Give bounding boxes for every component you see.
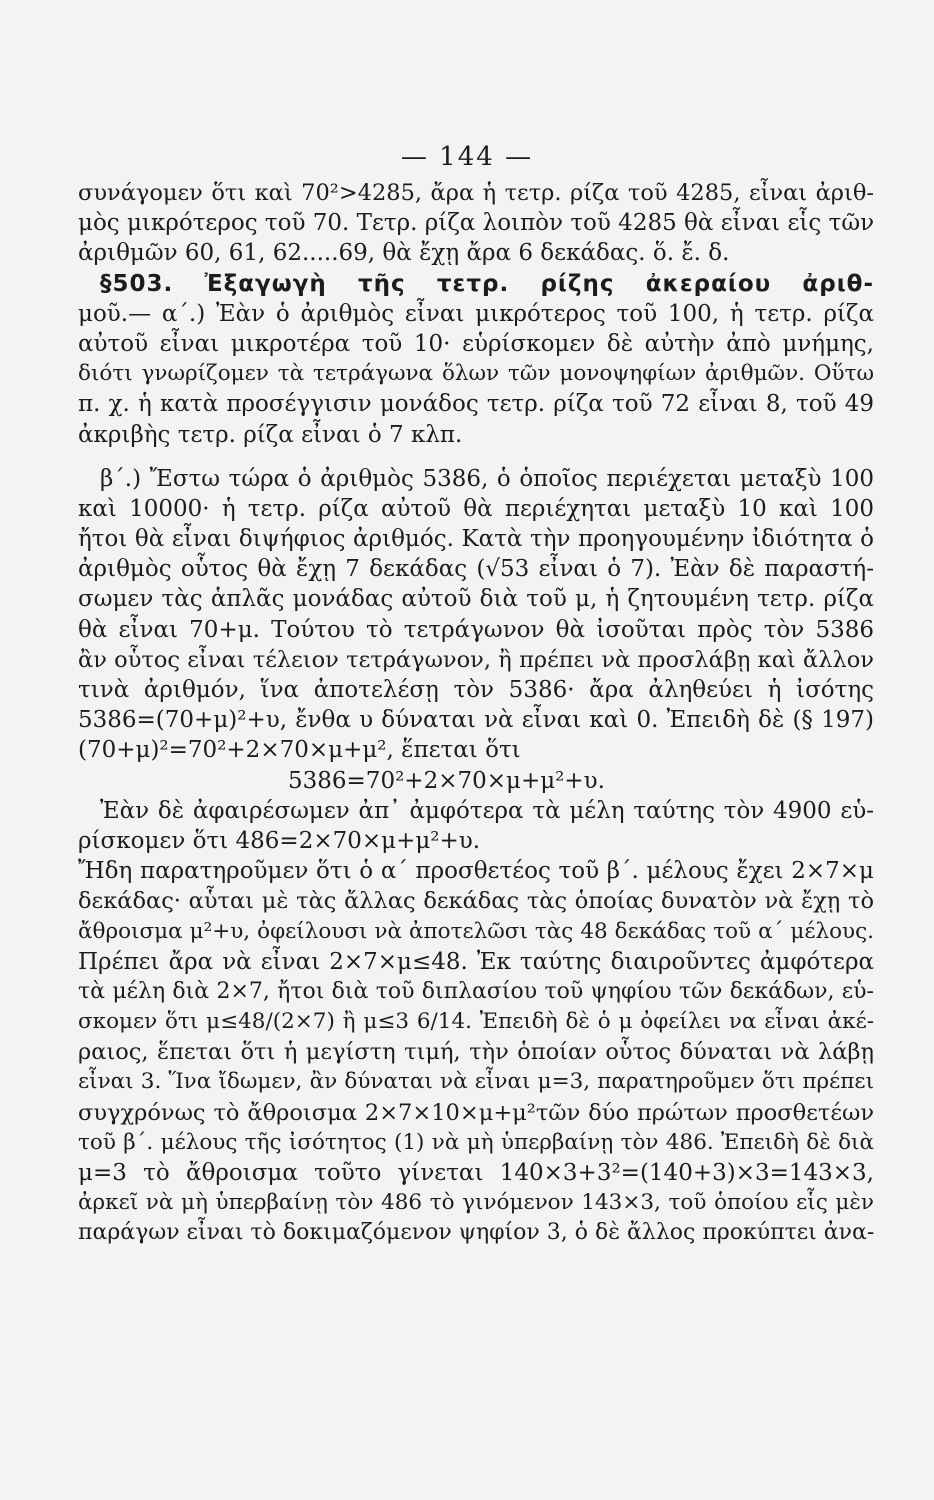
text-line: μοῦ.— α΄.) Ἐὰν ὁ ἀριθμὸς εἶναι μικρότερος τοῦ 100, ἡ τετρ. ρίζα bbox=[78, 300, 874, 327]
text-line: συνάγομεν ὅτι καὶ 70²>4285, ἄρα ἡ τετρ. ρίζα τοῦ 4285, εἶναι ἀριθ- bbox=[78, 180, 874, 206]
text-line: ἀριθμῶν 60, 61, 62.....69, θὰ ἔχῃ ἄρα 6 δεκάδας. ὅ. ἔ. δ. bbox=[78, 240, 730, 267]
text-line: διότι γνωρίζομεν τὰ τετράγωνα ὅλων τῶν μονοψηφίων ἀριθμῶν. Οὕτω bbox=[78, 361, 874, 387]
text-line: καὶ 10000· ἡ τετρ. ρίζα αὐτοῦ θὰ περιέχηται μεταξὺ 10 καὶ 100 bbox=[78, 495, 874, 522]
text-line: π. χ. ἡ κατὰ προσέγγισιν μονάδος τετρ. ρίζα τοῦ 72 εἶναι 8, τοῦ 49 bbox=[78, 391, 874, 418]
text-line: δεκάδας· αὗται μὲ τὰς ἄλλας δεκάδας τὰς ὁποίας δυνατὸν νὰ ἔχῃ τὸ bbox=[78, 888, 874, 915]
text-line: σωμεν τὰς ἁπλᾶς μονάδας αὐτοῦ διὰ τοῦ μ, ἡ ζητουμένη τετρ. ρίζα bbox=[78, 586, 874, 613]
equation-line: ρίσκομεν ὅτι 486=2×70×μ+μ²+υ. bbox=[78, 827, 481, 854]
text-line: θὰ εἶναι 70+μ. Τούτου τὸ τετράγωνον θὰ ἰσοῦται πρὸς τὸν 5386 bbox=[78, 616, 874, 643]
text-line: αὐτοῦ εἶναι μικροτέρα τοῦ 10· εὑρίσκομεν δὲ αὐτὴν ἀπὸ μνήμης, bbox=[78, 330, 874, 357]
text-line: εἶναι 3. Ἵνα ἴδωμεν, ἂν δύναται νὰ εἶναι μ=3, παρατηροῦμεν ὅτι πρέπει bbox=[78, 1069, 874, 1095]
text-line: ραιος, ἕπεται ὅτι ἡ μεγίστη τιμή, τὴν ὁποίαν οὗτος δύναται νὰ λάβῃ bbox=[78, 1039, 874, 1066]
text-line: β΄.) Ἔστω τώρα ὁ ἀριθμὸς 5386, ὁ ὁποῖος περιέχεται μεταξὺ 100 bbox=[100, 465, 874, 492]
text-line: ἄθροισμα μ²+υ, ὀφείλουσι νὰ ἀποτελῶσι τὰς 48 δεκάδας τοῦ α΄ μέλους. bbox=[78, 918, 874, 944]
text-line: Ἐὰν δὲ ἀφαιρέσωμεν ἀπ᾽ ἀμφότερα τὰ μέλη ταύτης τὸν 4900 εὑ- bbox=[100, 797, 874, 824]
text-line: ἂν οὗτος εἶναι τέλειον τετράγωνον, ἢ πρέπει νὰ προσλάβῃ καὶ ἄλλον bbox=[78, 646, 874, 673]
text-line: ἤτοι θὰ εἶναι διψήφιος ἀριθμός. Κατὰ τὴν προηγουμένην ἰδιότητα ὁ bbox=[78, 526, 874, 553]
text-line: 5386=(70+μ)²+υ, ἔνθα υ δύναται νὰ εἶναι καὶ 0. Ἐπειδὴ δὲ (§ 197) bbox=[78, 707, 874, 734]
equation-line: 5386=70²+2×70×μ+μ²+υ. bbox=[288, 767, 605, 794]
text-line: τοῦ β΄. μέλους τῆς ἰσότητος (1) νὰ μὴ ὑπερβαίνῃ τὸν 486. Ἐπειδὴ δὲ διὰ bbox=[78, 1129, 874, 1155]
body-text bbox=[78, 178, 874, 1249]
text-line: σκομεν ὅτι μ≤48/(2×7) ἢ μ≤3 6/14. Ἐπειδὴ δὲ ὁ μ ὀφείλει να εἶναι ἀκέ- bbox=[78, 1009, 874, 1035]
text-line: (70+μ)²=70²+2×70×μ+μ², ἕπεται ὅτι bbox=[78, 737, 521, 764]
text-line: παράγων εἶναι τὸ δοκιμαζόμενον ψηφίον 3, ὁ δὲ ἄλλος προκύπτει ἀνα- bbox=[78, 1220, 875, 1246]
text-line: μὸς μικρότερος τοῦ 70. Τετρ. ρίζα λοιπὸν τοῦ 4285 θὰ εἶναι εἷς τῶν bbox=[78, 210, 875, 237]
text-line: τινὰ ἀριθμόν, ἵνα ἀποτελέσῃ τὸν 5386· ἄρα ἀληθεύει ἡ ἰσότης bbox=[78, 677, 874, 703]
section-heading: §503. Ἐξαγωγὴ τῆς τετρ. ρίζης ἀκεραίου ἀριθ- bbox=[100, 270, 874, 297]
text-line: ἀκριβὴς τετρ. ρίζα εἶναι ὁ 7 κλπ. bbox=[78, 421, 463, 448]
text-line: τὰ μέλη διὰ 2×7, ἤτοι διὰ τοῦ διπλασίου τοῦ ψηφίου τῶν δεκάδων, εὑ- bbox=[78, 978, 874, 1004]
text-line: Ἤδη παρατηροῦμεν ὅτι ὁ α΄ προσθετέος τοῦ β΄. μέλους ἔχει 2×7×μ bbox=[78, 858, 874, 885]
text-line: συγχρόνως τὸ ἄθροισμα 2×7×10×μ+μ²τῶν δύο πρώτων προσθετέων bbox=[78, 1099, 874, 1126]
text-line: Πρέπει ἄρα νὰ εἶναι 2×7×μ≤48. Ἐκ ταύτης διαιροῦντες ἀμφότερα bbox=[78, 948, 874, 975]
text-line: ἀριθμὸς οὗτος θὰ ἔχῃ 7 δεκάδας (√53 εἶναι ὁ 7). Ἐὰν δὲ παραστή- bbox=[78, 556, 874, 583]
text-line: μ=3 τὸ ἄθροισμα τοῦτο γίνεται 140×3+3²=(140+3)×3=143×3, bbox=[78, 1160, 874, 1186]
text-line: ἀρκεῖ νὰ μὴ ὑπερβαίνῃ τὸν 486 τὸ γινόμενον 143×3, τοῦ ὁποίου εἷς μὲν bbox=[78, 1190, 874, 1216]
page-number: — 144 — bbox=[400, 142, 534, 172]
